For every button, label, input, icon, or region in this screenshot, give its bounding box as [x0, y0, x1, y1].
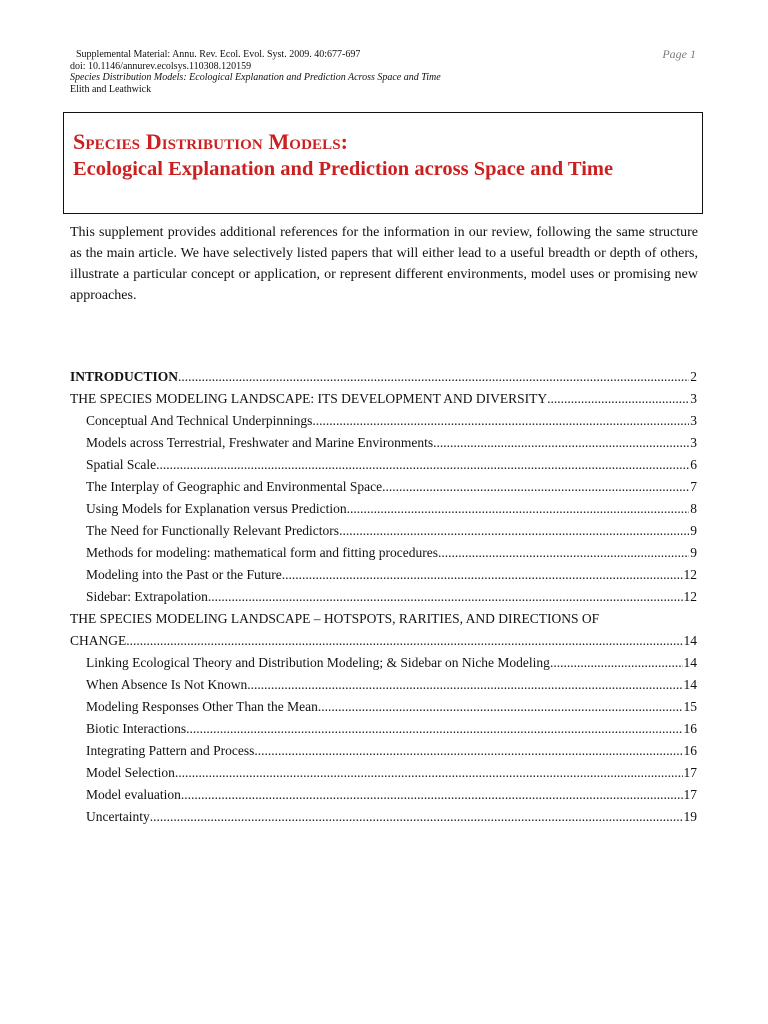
toc-entry-label: Model Selection: [86, 765, 175, 780]
toc-page-number: 12: [683, 567, 697, 582]
doi-line: doi: 10.1146/annurev.ecolsys.110308.120159: [70, 60, 252, 72]
toc-entry-label: Models across Terrestrial, Freshwater and Marine Environments: [86, 435, 434, 450]
toc-page-number: 16: [683, 743, 697, 758]
toc-entry[interactable]: [70, 542, 697, 564]
title-box: [63, 112, 703, 214]
toc-entry-label: INTRODUCTION: [70, 369, 179, 384]
toc-entry-label: Integrating Pattern and Process: [86, 743, 255, 758]
toc-entry-wrapped-line[interactable]: [70, 608, 697, 630]
toc-leader-dots: [382, 476, 689, 498]
toc-page-number: 3: [690, 391, 697, 406]
toc-leader-dots: [208, 586, 683, 608]
toc-entry[interactable]: [70, 586, 697, 608]
toc-entry-label: Model evaluation: [86, 787, 181, 802]
toc-entry[interactable]: [70, 696, 697, 718]
citation-line: Supplemental Material: Annu. Rev. Ecol. Evol. Syst. 2009. 40:677-697: [76, 49, 361, 60]
toc-leader-dots: [339, 520, 689, 542]
toc-entry[interactable]: [70, 784, 697, 806]
toc-entry[interactable]: [70, 520, 697, 542]
toc-entry[interactable]: [70, 806, 697, 828]
toc-leader-dots: [254, 740, 682, 762]
toc-leader-dots: [175, 762, 683, 784]
toc-entry[interactable]: [70, 564, 697, 586]
toc-page-number: 15: [683, 699, 697, 714]
toc-leader-dots: [181, 784, 683, 806]
toc-entry-label: When Absence Is Not Known: [86, 677, 248, 692]
toc-leader-dots: [156, 454, 689, 476]
toc-entry-label: Using Models for Explanation versus Prediction: [86, 501, 347, 516]
toc-entry-label: Linking Ecological Theory and Distribution Modeling; & Sidebar on Niche Modeling: [86, 655, 550, 670]
toc-entry[interactable]: [70, 674, 697, 696]
toc-page-number: 3: [690, 413, 697, 428]
toc-entry-label: THE SPECIES MODELING LANDSCAPE: ITS DEVELOPMENT AND DIVERSITY: [70, 391, 548, 406]
toc-entry-label: Methods for modeling: mathematical form and fitting procedures: [86, 545, 439, 560]
toc-entry-label: CHANGE: [70, 633, 127, 648]
toc-page-number: 12: [683, 589, 697, 604]
toc-entry[interactable]: [70, 630, 697, 652]
toc-leader-dots: [312, 410, 689, 432]
toc-entry-label: Spatial Scale: [86, 457, 157, 472]
toc-leader-dots: [433, 432, 689, 454]
toc-entry-label: Modeling Responses Other Than the Mean: [86, 699, 318, 714]
toc-entry[interactable]: [70, 388, 697, 410]
toc-entry[interactable]: [70, 718, 697, 740]
toc-page-number: 6: [690, 457, 697, 472]
toc-leader-dots: [186, 718, 682, 740]
document-subtitle: Ecological Explanation and Prediction across Space and Time: [73, 158, 614, 180]
toc-entry[interactable]: [70, 476, 697, 498]
table-of-contents: [70, 366, 697, 828]
toc-entry-label: THE SPECIES MODELING LANDSCAPE – HOTSPOTS, RARITIES, AND DIRECTIONS OF: [70, 611, 600, 626]
toc-leader-dots: [550, 652, 683, 674]
toc-entry-label: Modeling into the Past or the Future: [86, 567, 282, 582]
toc-leader-dots: [150, 806, 683, 828]
article-title-line: Species Distribution Models: Ecological Explanation and Prediction Across Space and Time: [70, 72, 441, 83]
toc-entry[interactable]: [70, 454, 697, 476]
toc-entry[interactable]: [70, 410, 697, 432]
toc-entry-label: Sidebar: Extrapolation: [86, 589, 208, 604]
toc-entry[interactable]: [70, 762, 697, 784]
toc-page-number: 8: [690, 501, 697, 516]
page-number: Page 1: [662, 47, 696, 61]
running-header: [70, 49, 630, 95]
toc-page-number: 19: [683, 809, 697, 824]
toc-page-number: 14: [683, 655, 697, 670]
toc-page-number: 9: [690, 523, 697, 538]
toc-page-number: 16: [683, 721, 697, 736]
intro-paragraph: This supplement provides additional references for the information in our review, following the same structure as the main article. We have selectively listed papers that will either lead to a useful breadth or depth of others, illustrate a particular concept or application, or represent different environments, model uses or promising new approaches.: [70, 225, 698, 303]
toc-entry-label: Conceptual And Technical Underpinnings: [86, 413, 313, 428]
toc-entry-label: Uncertainty: [86, 809, 150, 824]
toc-entry[interactable]: [70, 498, 697, 520]
toc-page-number: 2: [690, 369, 697, 384]
toc-entry-label: Biotic Interactions: [86, 721, 187, 736]
toc-entry[interactable]: [70, 432, 697, 454]
toc-entry[interactable]: [70, 740, 697, 762]
toc-page-number: 14: [683, 633, 697, 648]
toc-page-number: 17: [683, 765, 697, 780]
toc-leader-dots: [247, 674, 682, 696]
document-title: Species Distribution Models:: [73, 129, 349, 154]
toc-leader-dots: [347, 498, 690, 520]
toc-entry-label: The Need for Functionally Relevant Predictors: [86, 523, 340, 538]
toc-leader-dots: [178, 366, 689, 388]
toc-leader-dots: [438, 542, 689, 564]
toc-entry-label: The Interplay of Geographic and Environmental Space: [86, 479, 383, 494]
toc-entry[interactable]: [70, 652, 697, 674]
toc-page-number: 7: [690, 479, 697, 494]
toc-page-number: 14: [683, 677, 697, 692]
authors-line: Elith and Leathwick: [70, 83, 152, 95]
toc-leader-dots: [126, 630, 682, 652]
toc-page-number: 3: [690, 435, 697, 450]
toc-leader-dots: [282, 564, 683, 586]
toc-page-number: 17: [683, 787, 697, 802]
toc-entry[interactable]: [70, 366, 697, 388]
toc-leader-dots: [318, 696, 683, 718]
toc-leader-dots: [547, 388, 689, 410]
toc-page-number: 9: [690, 545, 697, 560]
